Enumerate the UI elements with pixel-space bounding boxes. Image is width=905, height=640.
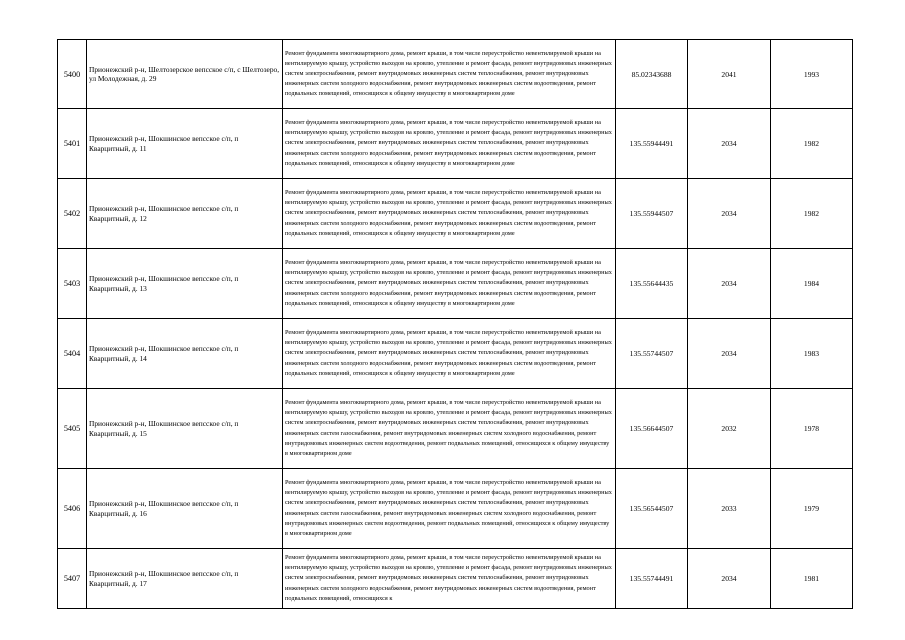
table-row bbox=[58, 249, 853, 319]
address-cell: Прионежский р-н, Шокшинское вепсское с/п, п Кварцитный, д. 13 bbox=[87, 249, 283, 319]
build-year-cell: 1978 bbox=[771, 389, 853, 469]
address-cell: Прионежский р-н, Шокшинское вепсское с/п, п Кварцитный, д. 11 bbox=[87, 109, 283, 179]
work-types-cell: Ремонт фундамента многоквартирного дома, ремонт крыши, в том числе переустройство невентилируемой крыши на вентилируемую крышу, устройство выходов на кровлю, утепление и ремонт фасада, ремонт внутридомовых инженерных систем электроснабжения, ремонт внутридомовых инженерных систем теплоснабжения, ремонт внутридомовых инженерных систем холодного водоснабжения, ремонт внутридомовых инженерных систем водоотведения, ремонт подвальных помещений, относящихся к общему имуществу в многоквартирном доме bbox=[283, 319, 616, 389]
plan-year-cell: 2034 bbox=[688, 249, 771, 319]
area-cell: 135.55944491 bbox=[616, 109, 688, 179]
address-cell: Прионежский р-н, Шокшинское вепсское с/п, п Кварцитный, д. 14 bbox=[87, 319, 283, 389]
table-row bbox=[58, 40, 853, 109]
plan-year-cell: 2034 bbox=[688, 179, 771, 249]
plan-year-cell: 2034 bbox=[688, 319, 771, 389]
table-row bbox=[58, 389, 853, 469]
row-number-cell: 5404 bbox=[58, 319, 87, 389]
table-row bbox=[58, 469, 853, 549]
area-cell: 135.55744507 bbox=[616, 319, 688, 389]
area-cell: 85.02343688 bbox=[616, 40, 688, 109]
row-number-cell: 5407 bbox=[58, 549, 87, 609]
area-cell: 135.55744491 bbox=[616, 549, 688, 609]
work-types-cell: Ремонт фундамента многоквартирного дома, ремонт крыши, в том числе переустройство невентилируемой крыши на вентилируемую крышу, устройство выходов на кровлю, утепление и ремонт фасада, ремонт внутридомовых инженерных систем электроснабжения, ремонт внутридомовых инженерных систем теплоснабжения, ремонт внутридомовых инженерных систем холодного водоснабжения, ремонт внутридомовых инженерных систем водоотведения, ремонт подвальных помещений, относящихся к общему имуществу в многоквартирном доме bbox=[283, 249, 616, 319]
table-row bbox=[58, 549, 853, 609]
plan-year-cell: 2032 bbox=[688, 389, 771, 469]
address-cell: Прионежский р-н, Шокшинское вепсское с/п, п Кварцитный, д. 17 bbox=[87, 549, 283, 609]
address-cell: Прионежский р-н, Шелтозерское вепсское с/п, с Шелтозеро, ул Молодежная, д. 29 bbox=[87, 40, 283, 109]
address-cell: Прионежский р-н, Шокшинское вепсское с/п, п Кварцитный, д. 16 bbox=[87, 469, 283, 549]
work-types-cell: Ремонт фундамента многоквартирного дома, ремонт крыши, в том числе переустройство невентилируемой крыши на вентилируемую крышу, устройство выходов на кровлю, утепление и ремонт фасада, ремонт внутридомовых инженерных систем электроснабжения, ремонт внутридомовых инженерных систем теплоснабжения, ремонт внутридомовых инженерных систем холодного водоснабжения, ремонт внутридомовых инженерных систем водоотведения, ремонт подвальных помещений, относящихся к bbox=[283, 549, 616, 609]
plan-year-cell: 2041 bbox=[688, 40, 771, 109]
build-year-cell: 1993 bbox=[771, 40, 853, 109]
row-number-cell: 5400 bbox=[58, 40, 87, 109]
work-types-cell: Ремонт фундамента многоквартирного дома, ремонт крыши, в том числе переустройство невентилируемой крыши на вентилируемую крышу, устройство выходов на кровлю, утепление и ремонт фасада, ремонт внутридомовых инженерных систем электроснабжения, ремонт внутридомовых инженерных систем теплоснабжения, ремонт внутридомовых инженерных систем газоснабжения, ремонт внутридомовых инженерных систем холодного водоснабжения, ремонт внутридомовых инженерных систем водоотведения, ремонт подвальных помещений, относящихся к общему имуществу в многоквартирном доме bbox=[283, 389, 616, 469]
row-number-cell: 5401 bbox=[58, 109, 87, 179]
table-row bbox=[58, 179, 853, 249]
build-year-cell: 1982 bbox=[771, 109, 853, 179]
area-cell: 135.55944507 bbox=[616, 179, 688, 249]
plan-year-cell: 2033 bbox=[688, 469, 771, 549]
build-year-cell: 1982 bbox=[771, 179, 853, 249]
address-cell: Прионежский р-н, Шокшинское вепсское с/п, п Кварцитный, д. 15 bbox=[87, 389, 283, 469]
work-types-cell: Ремонт фундамента многоквартирного дома, ремонт крыши, в том числе переустройство невентилируемой крыши на вентилируемую крышу, устройство выходов на кровлю, утепление и ремонт фасада, ремонт внутридомовых инженерных систем электроснабжения, ремонт внутридомовых инженерных систем теплоснабжения, ремонт внутридомовых инженерных систем холодного водоснабжения, ремонт внутридомовых инженерных систем водоотведения, ремонт подвальных помещений, относящихся к общему имуществу в многоквартирном доме bbox=[283, 179, 616, 249]
row-number-cell: 5406 bbox=[58, 469, 87, 549]
work-types-cell: Ремонт фундамента многоквартирного дома, ремонт крыши, в том числе переустройство невентилируемой крыши на вентилируемую крышу, устройство выходов на кровлю, утепление и ремонт фасада, ремонт внутридомовых инженерных систем электроснабжения, ремонт внутридомовых инженерных систем теплоснабжения, ремонт внутридомовых инженерных систем холодного водоснабжения, ремонт внутридомовых инженерных систем водоотведения, ремонт подвальных помещений, относящихся к общему имуществу в многоквартирном доме bbox=[283, 109, 616, 179]
plan-year-cell: 2034 bbox=[688, 549, 771, 609]
repair-program-table bbox=[57, 39, 853, 609]
build-year-cell: 1981 bbox=[771, 549, 853, 609]
plan-year-cell: 2034 bbox=[688, 109, 771, 179]
area-cell: 135.56644507 bbox=[616, 389, 688, 469]
row-number-cell: 5402 bbox=[58, 179, 87, 249]
row-number-cell: 5405 bbox=[58, 389, 87, 469]
build-year-cell: 1979 bbox=[771, 469, 853, 549]
area-cell: 135.55644435 bbox=[616, 249, 688, 319]
build-year-cell: 1983 bbox=[771, 319, 853, 389]
table-row bbox=[58, 109, 853, 179]
area-cell: 135.56544507 bbox=[616, 469, 688, 549]
work-types-cell: Ремонт фундамента многоквартирного дома, ремонт крыши, в том числе переустройство невентилируемой крыши на вентилируемую крышу, устройство выходов на кровлю, утепление и ремонт фасада, ремонт внутридомовых инженерных систем электроснабжения, ремонт внутридомовых инженерных систем теплоснабжения, ремонт внутридомовых инженерных систем холодного водоснабжения, ремонт внутридомовых инженерных систем водоотведения, ремонт подвальных помещений, относящихся к общему имуществу в многоквартирном доме bbox=[283, 40, 616, 109]
build-year-cell: 1984 bbox=[771, 249, 853, 319]
row-number-cell: 5403 bbox=[58, 249, 87, 319]
address-cell: Прионежский р-н, Шокшинское вепсское с/п, п Кварцитный, д. 12 bbox=[87, 179, 283, 249]
table-row bbox=[58, 319, 853, 389]
work-types-cell: Ремонт фундамента многоквартирного дома, ремонт крыши, в том числе переустройство невентилируемой крыши на вентилируемую крышу, устройство выходов на кровлю, утепление и ремонт фасада, ремонт внутридомовых инженерных систем электроснабжения, ремонт внутридомовых инженерных систем теплоснабжения, ремонт внутридомовых инженерных систем газоснабжения, ремонт внутридомовых инженерных систем холодного водоснабжения, ремонт внутридомовых инженерных систем водоотведения, ремонт подвальных помещений, относящихся к общему имуществу в многоквартирном доме bbox=[283, 469, 616, 549]
